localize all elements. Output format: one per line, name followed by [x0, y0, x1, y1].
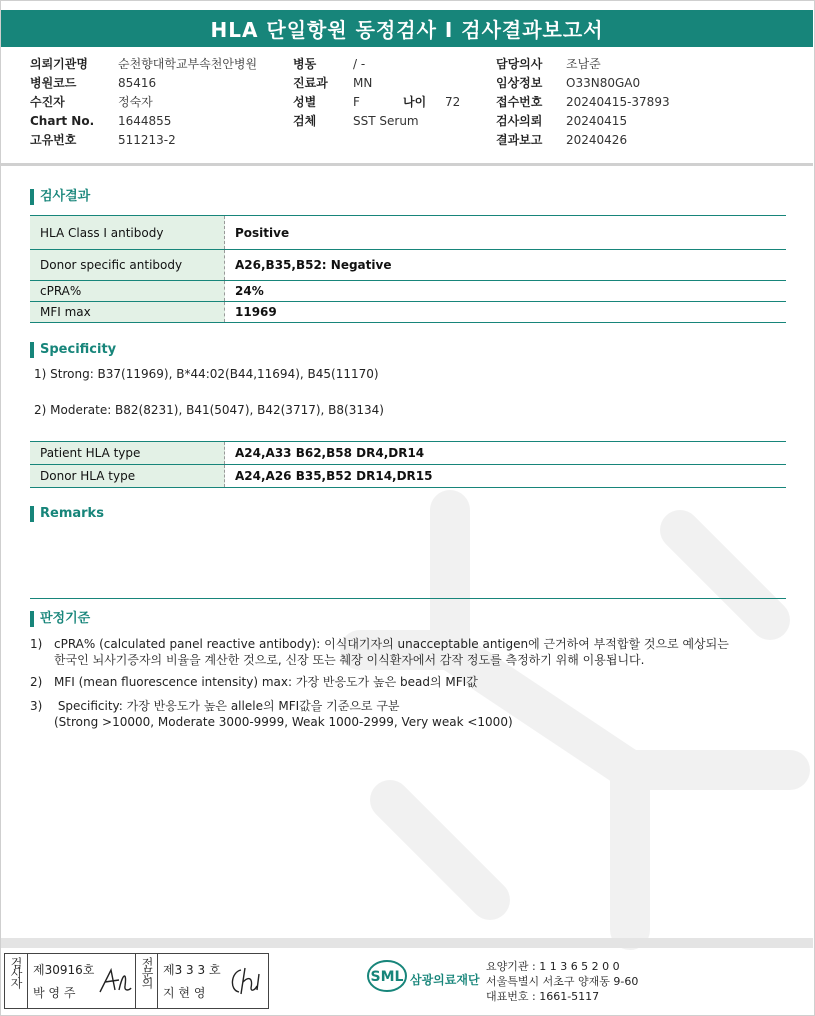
info-value: 정숙자 — [118, 95, 153, 109]
info-row-hospital-code — [30, 74, 257, 93]
results-table — [30, 215, 786, 323]
info-row-specimen — [293, 112, 460, 131]
info-label: Chart No. — [30, 114, 95, 128]
patient-info-middle — [293, 55, 460, 131]
table-row — [30, 442, 786, 465]
info-row-clinical — [496, 74, 670, 93]
tester-name: 박 영 주 — [33, 986, 76, 1000]
criteria-number: 1) — [30, 637, 43, 651]
approver-signature — [227, 964, 263, 998]
remarks-divider — [30, 598, 786, 599]
table-row — [30, 302, 786, 323]
result-label: HLA Class I antibody — [30, 216, 225, 250]
criteria-text-cont: 한국인 뇌사기증자의 비율을 계산한 것으로, 신장 또는 췌장 이식환자에서 감작 정도를 측정하기 위해 이용됩니다. — [54, 653, 645, 667]
info-label: 병원코드 — [30, 76, 77, 90]
hla-label: Patient HLA type — [30, 442, 225, 465]
criteria-number: 2) — [30, 675, 43, 689]
sig-divider — [157, 954, 158, 1008]
criteria-number: 3) — [30, 699, 43, 713]
hla-value: A24,A26 B35,B52 DR14,DR15 — [225, 465, 787, 488]
age-value: 72 — [445, 95, 461, 109]
info-value: 20240415-37893 — [566, 95, 670, 109]
sig-divider — [135, 954, 136, 1008]
criteria-item-2 — [30, 674, 790, 690]
result-label: Donor specific antibody — [30, 250, 225, 281]
result-value: 24% — [225, 281, 787, 302]
tester-signature — [97, 966, 133, 996]
info-value: 85416 — [118, 76, 157, 90]
specificity-moderate: 2) Moderate: B82(8231), B41(5047), B42(3717), B8(3134) — [34, 403, 384, 417]
sml-logo-icon — [366, 958, 408, 998]
info-row-request-date — [496, 112, 670, 131]
criteria-line — [30, 674, 790, 690]
criteria-item-3 — [30, 698, 790, 730]
info-label: 의뢰기관명 — [30, 57, 88, 71]
organization-info — [486, 959, 638, 1004]
info-label: 검사의뢰 — [496, 114, 543, 128]
age-label: 나이 — [403, 95, 427, 109]
approver-label: 전문의 — [140, 957, 154, 987]
info-row-report-date — [496, 131, 670, 150]
approver-name: 지 현 영 — [163, 986, 206, 1000]
info-label: 결과보고 — [496, 133, 543, 147]
org-address: 서울특별시 서초구 양재동 9-60 — [486, 975, 639, 988]
info-label: 고유번호 — [30, 133, 77, 147]
tester-license: 제30916호 — [33, 963, 95, 977]
info-label: 검체 — [293, 114, 317, 128]
info-row-institution — [30, 55, 257, 74]
info-label: 접수번호 — [496, 95, 543, 109]
table-row — [30, 216, 786, 250]
sig-divider — [27, 954, 28, 1008]
tester-label: 검사자 — [9, 957, 23, 987]
info-row-sex-age — [293, 93, 460, 112]
criteria-text: Specificity: 가장 반응도가 높은 allele의 MFI값을 기준으로 구분 — [54, 699, 400, 713]
result-label: MFI max — [30, 302, 225, 323]
info-value: SST Serum — [353, 114, 419, 128]
info-value: 1644855 — [118, 114, 172, 128]
info-value: 511213-2 — [118, 133, 176, 147]
logo-text: SML — [370, 969, 404, 985]
info-value: F — [353, 95, 360, 109]
result-label: cPRA% — [30, 281, 225, 302]
table-row — [30, 281, 786, 302]
info-label: 담당의사 — [496, 57, 543, 71]
criteria-line — [30, 636, 790, 652]
info-row-patient — [30, 93, 257, 112]
info-value: MN — [353, 76, 373, 90]
info-label: 병동 — [293, 57, 317, 71]
info-value: 순천향대학교부속천안병원 — [118, 57, 258, 71]
info-row-receipt — [496, 93, 670, 112]
criteria-text-cont: (Strong >10000, Moderate 3000-9999, Weak 1000-2999, Very weak <1000) — [54, 715, 513, 729]
criteria-text: cPRA% (calculated panel reactive antibody): 이식대기자의 unacceptable antigen에 근거하여 부적합할 것으로 예상되는 — [54, 637, 729, 651]
info-row-chart-no — [30, 112, 257, 131]
report-title: HLA 단일항원 동정검사 I 검사결과보고서 — [1, 10, 813, 47]
criteria-text: MFI (mean fluorescence intensity) max: 가장 반응도가 높은 bead의 MFI값 — [54, 675, 478, 689]
info-row-doctor — [496, 55, 670, 74]
criteria-line — [30, 698, 790, 714]
organization-name: 삼광의료재단 — [410, 973, 480, 987]
patient-info-right — [496, 55, 670, 150]
table-row — [30, 465, 786, 488]
criteria-item-1 — [30, 636, 790, 668]
patient-info-left — [30, 55, 257, 150]
info-value: / - — [353, 57, 366, 71]
signature-box — [4, 953, 269, 1009]
footer-divider — [1, 938, 813, 948]
approver-license: 제3 3 3 호 — [163, 963, 221, 977]
info-label: 수진자 — [30, 95, 65, 109]
info-row-unique-no — [30, 131, 257, 150]
info-row-ward — [293, 55, 460, 74]
header-divider — [1, 163, 813, 166]
hla-type-table — [30, 441, 786, 488]
table-row — [30, 250, 786, 281]
info-value: 20240426 — [566, 133, 628, 147]
hla-label: Donor HLA type — [30, 465, 225, 488]
info-label: 진료과 — [293, 76, 328, 90]
specificity-section-title: Specificity — [30, 342, 116, 358]
info-value: O33N80GA0 — [566, 76, 641, 90]
info-label: 임상정보 — [496, 76, 543, 90]
org-phone: 대표번호 : 1661-5117 — [486, 990, 600, 1003]
info-value: 20240415 — [566, 114, 628, 128]
hla-value: A24,A33 B62,B58 DR4,DR14 — [225, 442, 787, 465]
result-value: 11969 — [225, 302, 787, 323]
info-label: 성별 — [293, 95, 317, 109]
remarks-section-title: Remarks — [30, 506, 104, 522]
results-section-title: 검사결과 — [30, 189, 90, 205]
result-value: Positive — [225, 216, 787, 250]
criteria-section-title: 판정기준 — [30, 611, 90, 627]
info-value: 조남준 — [566, 57, 601, 71]
result-value: A26,B35,B52: Negative — [225, 250, 787, 281]
info-row-department — [293, 74, 460, 93]
org-code: 요양기관 : 1 1 3 6 5 2 0 0 — [486, 960, 620, 973]
specificity-strong: 1) Strong: B37(11969), B*44:02(B44,11694), B45(11170) — [34, 367, 379, 381]
